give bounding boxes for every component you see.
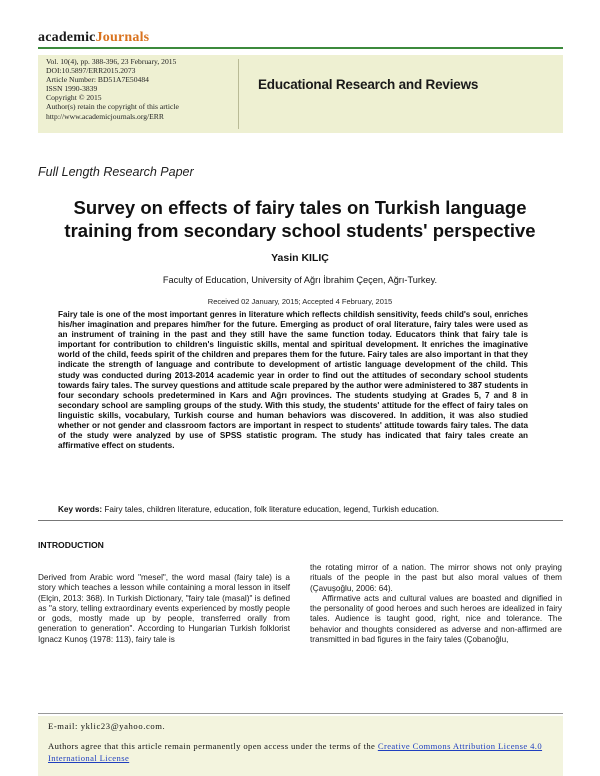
title-line-1: Survey on effects of fairy tales on Turkish language <box>73 197 527 218</box>
footer-rule <box>38 713 563 714</box>
license-notice <box>48 741 553 764</box>
corresponding-email: E-mail: yklic23@yahoo.com. <box>48 721 166 731</box>
keywords <box>58 505 538 515</box>
meta-issn: ISSN 1990-3839 <box>46 84 98 94</box>
keywords-rule <box>38 520 563 521</box>
meta-article-number: Article Number: BD51A7E50484 <box>46 75 149 85</box>
meta-volume: Vol. 10(4), pp. 388-396, 23 February, 2015 <box>46 57 177 66</box>
journal-name: Educational Research and Reviews <box>258 77 479 92</box>
header-rule <box>38 47 563 49</box>
keywords-label: Key words: <box>58 505 103 514</box>
received-dates: Received 02 January, 2015; Accepted 4 February, 2015 <box>207 297 393 306</box>
license-text: Authors agree that this article remain permanently open access under the terms of the <box>48 741 378 751</box>
section-heading-introduction: INTRODUCTION <box>38 540 104 550</box>
paragraph: Derived from Arabic word "mesel", the word masal (fairy tale) is a story which teaches a lesson while containing a moral lesson in itself (Elçin, 2013: 368). In Turkish Dictionary, "fairy tale (masal)" is defined as "a story, telling extraordinary events experienced by mostly people or gods, mostly made up by people, transferred orally from generation to generation". According to Hungarian Turkish folklorist Ignacz Kunoş (1978: 113), fairy tale is <box>38 573 290 644</box>
journal-logo <box>38 30 149 46</box>
author-name: Yasin KILIÇ <box>271 252 329 264</box>
paragraph: the rotating mirror of a nation. The mirror shows not only praying rituals of the people in the past but also moral values of them (Çavuşoğlu, 2006: 64). <box>310 563 562 593</box>
author-affiliation: Faculty of Education, University of Ağrı İbrahim Çeçen, Ağrı-Turkey. <box>162 275 438 285</box>
license-link[interactable]: Creative Commons Attribution License 4.0 International License <box>48 741 543 763</box>
logo-left: academic <box>38 30 96 45</box>
footer-box <box>38 716 563 776</box>
paragraph: Affirmative acts and cultural values are boasted and dignified in the personality of good heroes and such heroes are idealized in fairy tales. Audience is taught good, right, nice and tolerance. The behavior and thoughts considered as adverse and non-affirmed are transmitted in bad figures in the fairy tales (Çobanoğlu, <box>310 593 562 645</box>
left-column <box>38 573 290 645</box>
article-info-box <box>38 55 563 133</box>
keywords-list: Fairy tales, children literature, education, folk literature education, legend, Turkish education. <box>104 505 439 514</box>
paper-type: Full Length Research Paper <box>38 165 194 179</box>
meta-copyright: Copyright © 2015 <box>46 93 102 103</box>
article-metadata <box>46 57 236 121</box>
abstract: Fairy tale is one of the most important genres in literature which reflects childish sensitivity, feeds child's soul, enriches his/her imagination and prepares him/her for the future. Emerging as product of oral literature, fairy tales were used as an instrument of training in the past and they still have the same function today. Educators think that fairy tale is important for contribution to children's linguistic skills, mental and spiritual development. It enriches the imaginative world of the child, feeds spirit of the children and prepares them for the future. Fairy tales are also important in that they indicate the strength of language and contribute to development of artistic language development of the child. This study was conducted during 2013-2014 academic year in order to find out the attitudes of secondary school students towards fairy tales. The survey questions and attitude scale prepared by the author were administered to 387 students in four secondary schools predetermined in Kars and Ağrı provinces. The students studying at Grades 5, 7 and 8 in secondary school are sampling groups of the study. With this study, the students' attitude for the effect of fairy tales on linguistic skills, vocabulary, Turkish course and human behaviors was discovered. In addition, it was also studied whether or not gender and classroom factors are important in respect to students' attitude towards fairy tales. The data of the study were analyzed by use of SPSS statistic program. The study has indicated that fairy tales create an affirmative effect on students. <box>58 310 528 451</box>
logo-right: Journals <box>95 30 150 45</box>
meta-doi: DOI:10.5897/ERR2015.2073 <box>46 66 136 76</box>
meta-url: http://www.academicjournals.org/ERR <box>46 111 164 121</box>
meta-rights: Author(s) retain the copyright of this article <box>46 102 179 112</box>
title-line-2: training from secondary school students' perspective <box>64 220 536 241</box>
paper-title <box>40 196 560 242</box>
right-column <box>310 563 562 645</box>
info-divider <box>238 59 239 129</box>
